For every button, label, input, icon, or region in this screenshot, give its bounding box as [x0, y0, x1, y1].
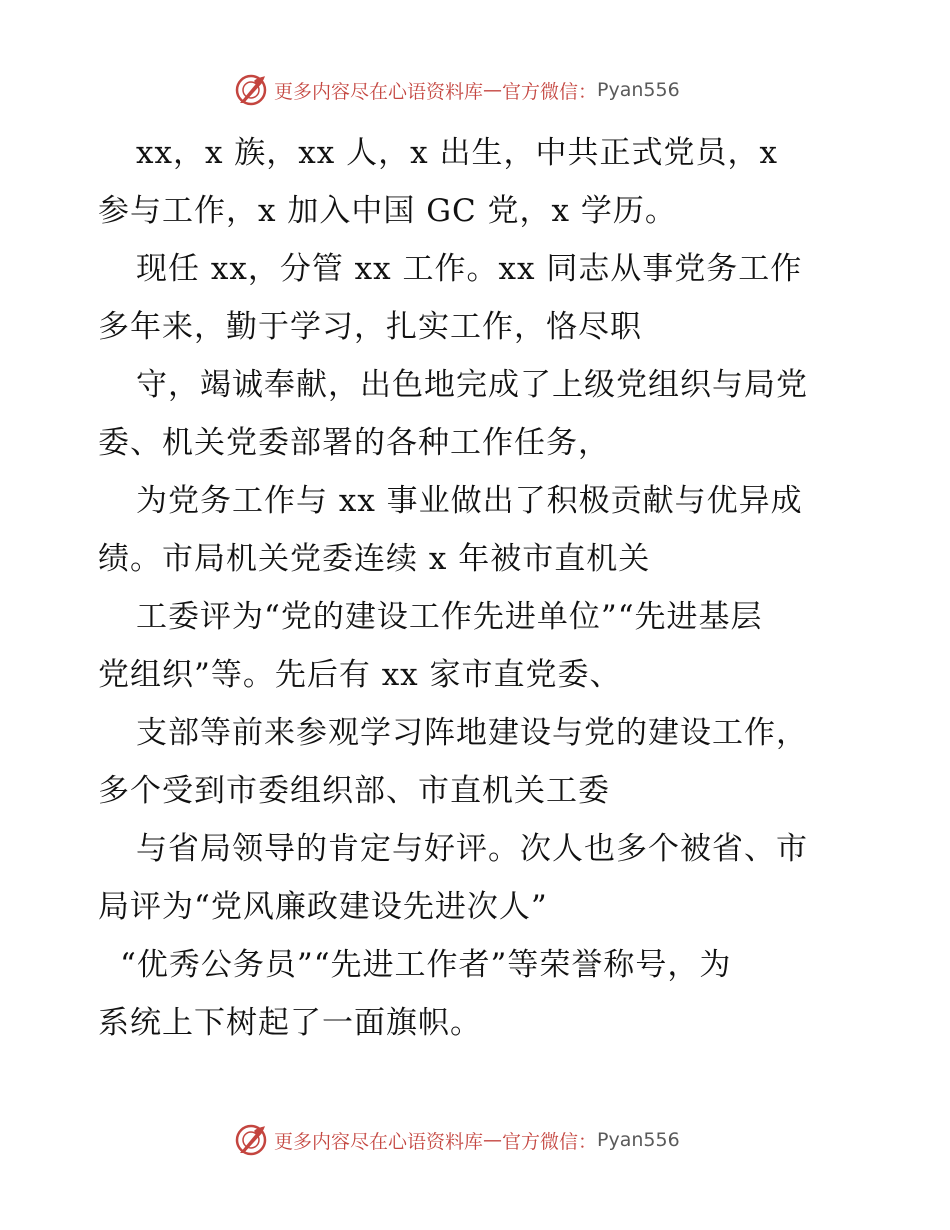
text-line: 多个受到市委组织部、市直机关工委: [98, 773, 610, 809]
text-line: 系统上下树起了一面旗帜。: [98, 1005, 482, 1041]
text-line: xx，x 族，xx 人，x 出生，中共正式党员，x: [136, 135, 778, 171]
text-line: 绩。市局机关党委连续 x 年被市直机关: [98, 541, 651, 577]
footer-banner: [234, 1120, 754, 1160]
banner-text: 更多内容尽在心语资料库: [274, 1130, 484, 1153]
text-line: “优秀公务员”“先进工作者”等荣誉称号，为: [120, 947, 732, 983]
text-line: 现任 xx，分管 xx 工作。xx 同志从事党务工作: [136, 251, 803, 287]
text-line: 委、机关党委部署的各种工作任务，: [98, 425, 610, 461]
banner-separator: —: [483, 79, 503, 101]
banner-separator: —: [483, 1129, 503, 1151]
text-line: 多年来，勤于学习，扎实工作，恪尽职: [98, 309, 642, 345]
header-banner: [234, 70, 754, 110]
text-line: 支部等前来参观学习阵地建设与党的建设工作，: [136, 715, 808, 751]
text-line: 为党务工作与 xx 事业做出了积极贡献与优异成: [136, 483, 803, 519]
banner-text: 更多内容尽在心语资料库: [274, 80, 484, 103]
quill-pen-logo-icon: [234, 1123, 268, 1157]
banner-official-label: 官方微信：: [502, 1130, 598, 1153]
text-line: 局评为“党风廉政建设先进次人”: [98, 889, 548, 925]
banner-account: Pyan556: [597, 1129, 680, 1151]
text-line: 与省局领导的肯定与好评。次人也多个被省、市: [136, 831, 808, 867]
document-body: [98, 124, 858, 1052]
text-line: 党组织”等。先后有 xx 家市直党委、: [98, 657, 622, 693]
quill-pen-logo-icon: [234, 73, 268, 107]
text-line: 守，竭诚奉献，出色地完成了上级党组织与局党: [136, 367, 808, 403]
banner-account: Pyan556: [597, 79, 680, 101]
banner-official-label: 官方微信：: [502, 80, 598, 103]
text-line: 参与工作，x 加入中国 GC 党，x 学历。: [98, 193, 677, 229]
text-line: 工委评为“党的建设工作先进单位”“先进基层: [136, 599, 763, 635]
